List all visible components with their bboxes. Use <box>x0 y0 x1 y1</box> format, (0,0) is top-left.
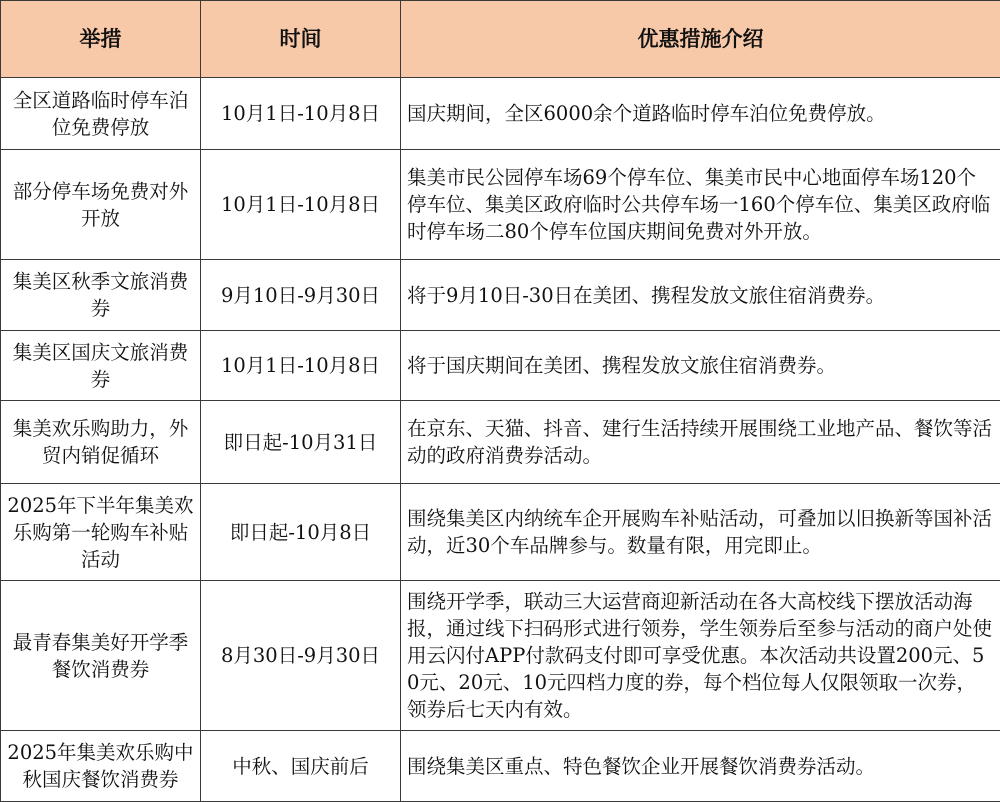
description-cell: 国庆期间，全区6000余个道路临时停车泊位免费停放。 <box>401 78 1000 150</box>
measure-cell: 部分停车场免费对外开放 <box>1 150 201 260</box>
measure-cell: 2025年集美欢乐购中秋国庆餐饮消费券 <box>1 731 201 802</box>
time-cell: 8月30日-9月30日 <box>201 581 401 731</box>
table-row <box>1 484 1000 581</box>
measure-cell: 最青春集美好开学季餐饮消费券 <box>1 581 201 731</box>
table-row <box>1 78 1000 150</box>
description-cell: 围绕开学季，联动三大运营商迎新活动在各大高校线下摆放活动海报，通过线下扫码形式进行领券，学生领券后至参与活动的商户处使用云闪付APP付款码支付即可享受优惠。本次活动共设置200元、50元、20元、10元四档力度的券，每个档位每人仅限领取一次券，领券后七天内有效。 <box>401 581 1000 731</box>
description-cell: 围绕集美区重点、特色餐饮企业开展餐饮消费券活动。 <box>401 731 1000 802</box>
table-row <box>1 731 1000 802</box>
time-cell: 即日起-10月31日 <box>201 401 401 484</box>
header-time: 时间 <box>201 1 401 78</box>
time-cell: 即日起-10月8日 <box>201 484 401 581</box>
description-cell: 集美市民公园停车场69个停车位、集美市民中心地面停车场120个停车位、集美区政府临时公共停车场一160个停车位、集美区政府临时停车场二80个停车位国庆期间免费对外开放。 <box>401 150 1000 260</box>
time-cell: 10月1日-10月8日 <box>201 150 401 260</box>
measure-cell: 集美区国庆文旅消费券 <box>1 331 201 401</box>
header-measure: 举措 <box>1 1 201 78</box>
table-row <box>1 150 1000 260</box>
measure-cell: 2025年下半年集美欢乐购第一轮购车补贴活动 <box>1 484 201 581</box>
table-row <box>1 401 1000 484</box>
description-cell: 将于9月10日-30日在美团、携程发放文旅住宿消费券。 <box>401 260 1000 331</box>
time-cell: 9月10日-9月30日 <box>201 260 401 331</box>
time-cell: 10月1日-10月8日 <box>201 331 401 401</box>
time-cell: 中秋、国庆前后 <box>201 731 401 802</box>
measure-cell: 集美欢乐购助力，外贸内销促循环 <box>1 401 201 484</box>
time-cell: 10月1日-10月8日 <box>201 78 401 150</box>
measure-cell: 集美区秋季文旅消费券 <box>1 260 201 331</box>
table-header-row <box>1 1 1000 78</box>
table-row <box>1 581 1000 731</box>
description-cell: 将于国庆期间在美团、携程发放文旅住宿消费券。 <box>401 331 1000 401</box>
description-cell: 在京东、天猫、抖音、建行生活持续开展围绕工业地产品、餐饮等活动的政府消费券活动。 <box>401 401 1000 484</box>
table-row <box>1 260 1000 331</box>
measure-cell: 全区道路临时停车泊位免费停放 <box>1 78 201 150</box>
header-description: 优惠措施介绍 <box>401 1 1000 78</box>
table-row <box>1 331 1000 401</box>
description-cell: 围绕集美区内纳统车企开展购车补贴活动，可叠加以旧换新等国补活动，近30个车品牌参与。数量有限，用完即止。 <box>401 484 1000 581</box>
